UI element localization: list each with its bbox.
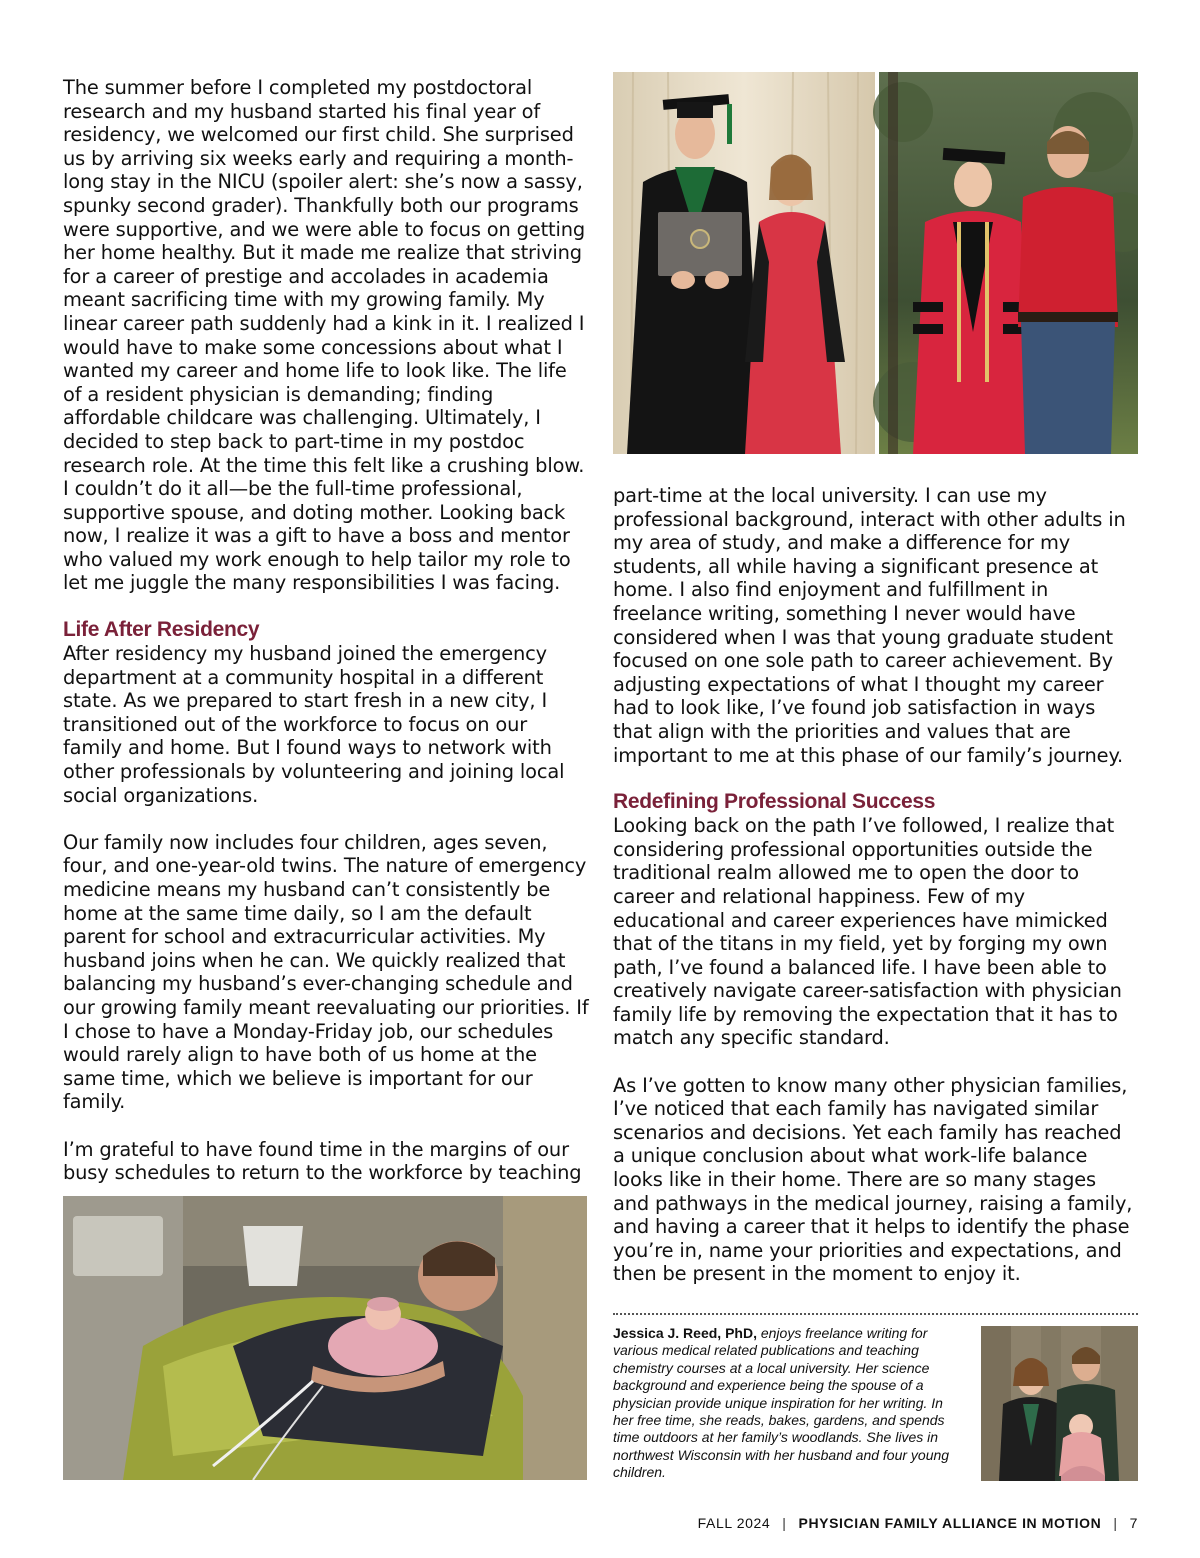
author-bio (613, 1325, 963, 1482)
body-paragraph: After residency my husband joined the emergency department at a community hospital in a different state. As we prepared to start fresh in a new city, I transitioned out of the workforce to focus on our family and home. But I found ways to network with other professionals by volunteering and joining local social organizations. (63, 642, 565, 807)
bio-divider (613, 1313, 1138, 1315)
graduation-photo (613, 72, 1138, 454)
body-paragraph: I’m grateful to have found time in the margins of our busy schedules to return to the workforce by teaching (63, 1137, 582, 1185)
author-family-photo (981, 1326, 1138, 1481)
page-footer (698, 1515, 1138, 1531)
author-bio-text: enjoys freelance writing for various medical related publications and teaching chemistry courses at a local university. Her science background and experience being the spouse of a physician provide unique inspiration for her writing. In her free time, she reads, bakes, gardens, and spends time outdoors at her family’s woodlands. She lives in northwest Wisconsin with her husband and four young children. (613, 1325, 950, 1481)
body-paragraph: As I’ve gotten to know many other physician families, I’ve noticed that each family has navigated similar scenarios and decisions. Yet each family has reached a unique conclusion about what work-life balance looks like in their home. There are so many stages and pathways in the medical journey, raising a family, and having a career that it helps to identify the phase you’re in, name your priorities and expectations, and then be present in the moment to enjoy it. (613, 1073, 1133, 1286)
body-paragraph: Our family now includes four children, ages seven, four, and one-year-old twins. The nature of emergency medicine means my husband can’t consistently be home at the same time daily, so I am the default parent for school and extracurricular activities. My husband joins when he can. We quickly realized that balancing my husband’s ever-changing schedule and our growing family meant reevaluating our priorities. If I chose to have a Monday-Friday job, our schedules would rarely align to have both of us home at the same time, which we believe is important for our family. (63, 830, 589, 1114)
author-name: Jessica J. Reed, PhD, (613, 1325, 757, 1341)
body-paragraph: Looking back on the path I’ve followed, I realize that considering professional opportunities outside the traditional realm allowed me to open the door to career and relational happiness. Few of my educational and career experiences have mimicked that of the titans in my field, yet by forging my own path, I’ve found a balanced life. I have been able to creatively navigate career-satisfaction with physician family life by removing the expectation that it has to match any specific standard. (613, 814, 1122, 1050)
footer-separator: | (782, 1515, 787, 1531)
nicu-photo (63, 1196, 587, 1480)
intro-paragraph: The summer before I completed my postdoctoral research and my husband started his final year of residency, we welcomed our first child. She surprised us by arriving six weeks early and requiring a month-long stay in the NICU (spoiler alert: she’s now a sassy, spunky second grader). Thankfully both our programs were supportive, and we were able to focus on getting her home healthy. But it made me realize that striving for a career of prestige and accolades in academia meant sacrificing time with my growing family. My linear career path suddenly had a kink in it. I realized I would have to make some concessions about what I wanted my career and home life to look like. The life of a resident physician is demanding; finding affordable childcare was challenging. Ultimately, I decided to step back to part-time in my postdoc research role. At the time this felt like a crushing blow. I couldn’t do it all—be the full-time professional, supportive spouse, and doting mother. Looking back now, I realize it was a gift to have a boss and mentor who valued my work enough to help tailor my role to let me juggle the many responsibilities I was facing. (63, 76, 586, 595)
body-paragraph: part-time at the local university. I can use my professional background, interact with other adults in my area of study, and make a difference for my students, all while having a significant presence at home. I also find enjoyment and fulfillment in freelance writing, something I never would have considered when I was that young graduate student focused on one sole path to career achievement. By adjusting expectations of what I thought my career had to look like, I’ve found job satisfaction in ways that align with the priorities and values that are important to me at this phase of our family’s journey. (613, 484, 1126, 767)
publication-name: PHYSICIAN FAMILY ALLIANCE IN MOTION (798, 1515, 1102, 1531)
section-heading-redefining-professional-success: Redefining Professional Success (613, 790, 936, 814)
section-heading-life-after-residency: Life After Residency (63, 618, 260, 642)
right-column (613, 484, 1138, 1286)
issue-label: FALL 2024 (697, 1515, 771, 1531)
footer-separator: | (1113, 1515, 1118, 1531)
page-number: 7 (1129, 1515, 1138, 1531)
left-column (63, 76, 591, 1185)
